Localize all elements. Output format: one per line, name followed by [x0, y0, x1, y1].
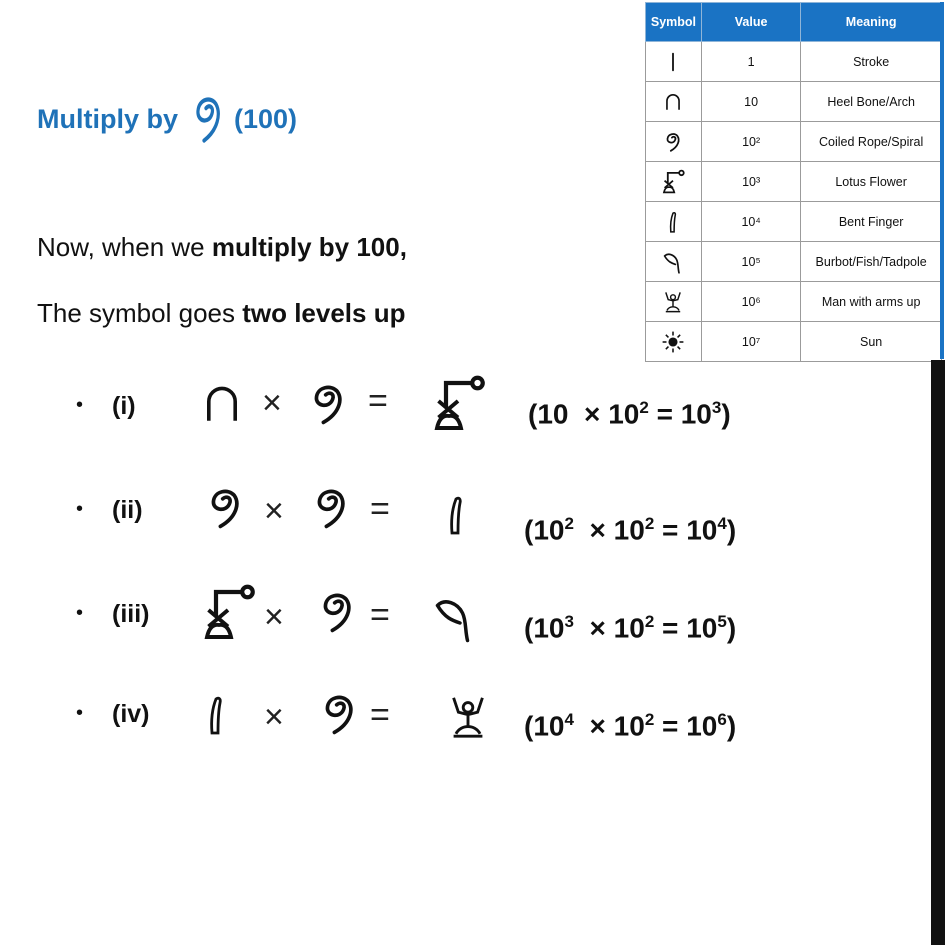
header-symbol: Symbol: [646, 3, 702, 42]
table-row: 10³ Lotus Flower: [646, 162, 942, 202]
coiled-rope-icon: [314, 586, 360, 638]
coiled-rope-icon: [646, 122, 702, 162]
coiled-rope-icon: [305, 378, 351, 430]
stroke-icon: [646, 42, 702, 82]
intro-line-2: The symbol goes two levels up: [37, 298, 406, 328]
header-value: Value: [701, 3, 800, 42]
equation: $(10^4 \times 10^2 = 10^6)$: [524, 710, 737, 742]
intro-line-1: Now, when we multiply by 100,: [37, 232, 407, 262]
table-row: 10 Heel Bone/Arch: [646, 82, 942, 122]
example-label: (i): [112, 392, 136, 420]
example-row: [0, 370, 930, 450]
table-row: 10² Coiled Rope/Spiral: [646, 122, 942, 162]
example-row: [0, 478, 930, 558]
equals-sign: =: [368, 382, 388, 420]
times-sign: ×: [264, 492, 284, 530]
coiled-rope-icon: [202, 482, 248, 534]
times-sign: ×: [262, 384, 282, 422]
equals-sign: =: [370, 490, 390, 528]
table-row: 10⁶ Man with arms up: [646, 282, 942, 322]
lotus-flower-icon: [198, 582, 258, 644]
equation: $(10^3 \times 10^2 = 10^5)$: [524, 612, 737, 644]
header-meaning: Meaning: [801, 3, 942, 42]
table-row: 1 Stroke: [646, 42, 942, 82]
example-label: (iii): [112, 600, 150, 628]
times-sign: ×: [264, 698, 284, 736]
example-label: (iv): [112, 700, 150, 728]
example-row: [0, 582, 930, 662]
title-value: (100): [234, 103, 298, 134]
coiled-rope-icon: [316, 688, 362, 740]
heel-bone-icon: [198, 380, 246, 428]
times-sign: ×: [264, 598, 284, 636]
bullet: •: [76, 394, 84, 416]
table-row: 10⁴ Bent Finger: [646, 202, 942, 242]
title-text: Multiply by: [37, 103, 178, 134]
sun-icon: [646, 322, 702, 362]
table-edge: [940, 2, 944, 359]
example-label: (ii): [112, 496, 143, 524]
table-row: 10⁵ Burbot/Fish/Tadpole: [646, 242, 942, 282]
coiled-rope-icon: [308, 482, 354, 534]
equals-sign: =: [370, 696, 390, 734]
man-arms-up-icon: [646, 282, 702, 322]
coiled-rope-icon: [188, 92, 228, 146]
heel-bone-icon: [646, 82, 702, 122]
symbol-reference-table: [645, 2, 942, 362]
example-row: [0, 682, 930, 762]
equation: $(10 \times 10^2 = 10^3)$: [528, 398, 731, 430]
bullet: •: [76, 702, 84, 724]
bent-finger-icon: [196, 684, 236, 746]
page-title: [37, 92, 297, 146]
bullet: •: [76, 498, 84, 520]
equation: $(10^2 \times 10^2 = 10^4)$: [524, 514, 737, 546]
table-row: 10⁷ Sun: [646, 322, 942, 362]
man-arms-up-icon: [444, 690, 492, 744]
tadpole-icon: [646, 242, 702, 282]
table-header-row: [646, 3, 942, 42]
right-edge-bar: [931, 360, 945, 945]
lotus-flower-icon: [428, 372, 488, 436]
lotus-flower-icon: [646, 162, 702, 202]
equals-sign: =: [370, 596, 390, 634]
bent-finger-icon: [646, 202, 702, 242]
bullet: •: [76, 602, 84, 624]
tadpole-icon: [430, 584, 480, 652]
bent-finger-icon: [436, 482, 476, 548]
